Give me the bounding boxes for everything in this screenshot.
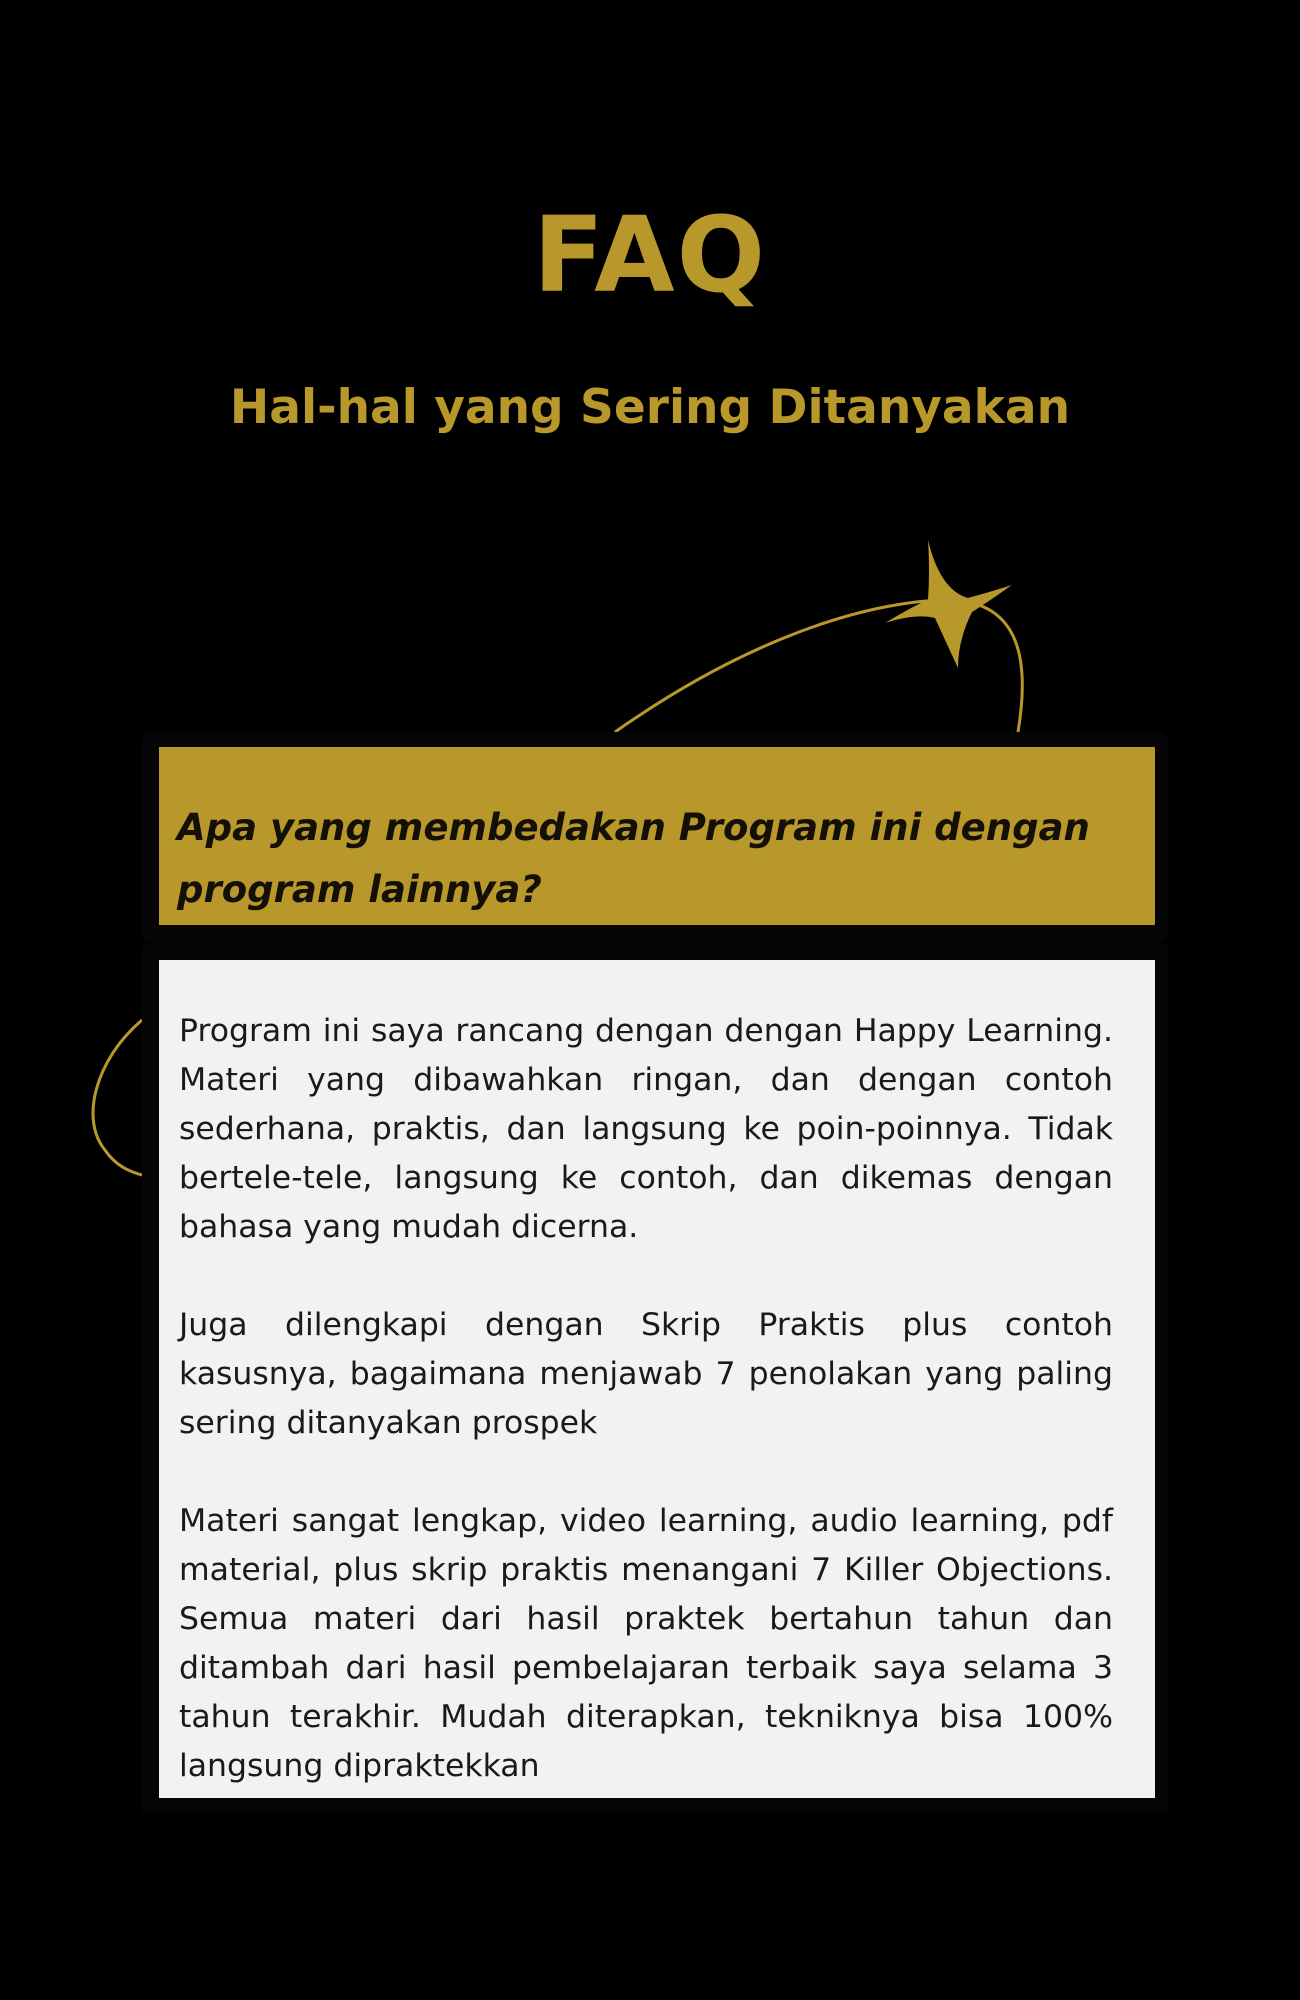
page-title: FAQ [532, 194, 767, 316]
page-subtitle: Hal-hal yang Sering Ditanyakan [229, 380, 1071, 435]
faq-answer-paragraph: Juga dilengkapi dengan Skrip Praktis plus contoh kasusnya, bagaimana menjawab 7 penolakan yang paling sering ditanyakan prospek [179, 1307, 1113, 1441]
faq-question-header[interactable] [159, 747, 1155, 925]
faq-answer-card [142, 945, 1168, 1813]
orbit-arc-left [93, 1020, 142, 1175]
faq-answer-body [159, 960, 1155, 1798]
faq-answer-paragraph: Materi sangat lengkap, video learning, audio learning, pdf material, plus skrip praktis menangani 7 Killer Objections. Semua materi dari hasil praktek bertahun tahun dan ditambah dari hasil pembelajaran terbaik saya selama 3 tahun terakhir. Mudah diterapkan, tekniknya bisa 100% langsung dipraktekkan [179, 1503, 1113, 1784]
faq-question-text: Apa yang membedakan Program ini dengan program lainnya? [177, 806, 1090, 911]
faq-question-card[interactable] [142, 732, 1168, 944]
faq-answer-paragraph: Program ini saya rancang dengan dengan Happy Learning. Materi yang dibawahkan ringan, dan dengan contoh sederhana, praktis, dan langsung ke poin-poinnya. Tidak bertele-tele, langsung ke contoh, dan dikemas dengan bahasa yang mudah dicerna. [179, 1013, 1113, 1245]
